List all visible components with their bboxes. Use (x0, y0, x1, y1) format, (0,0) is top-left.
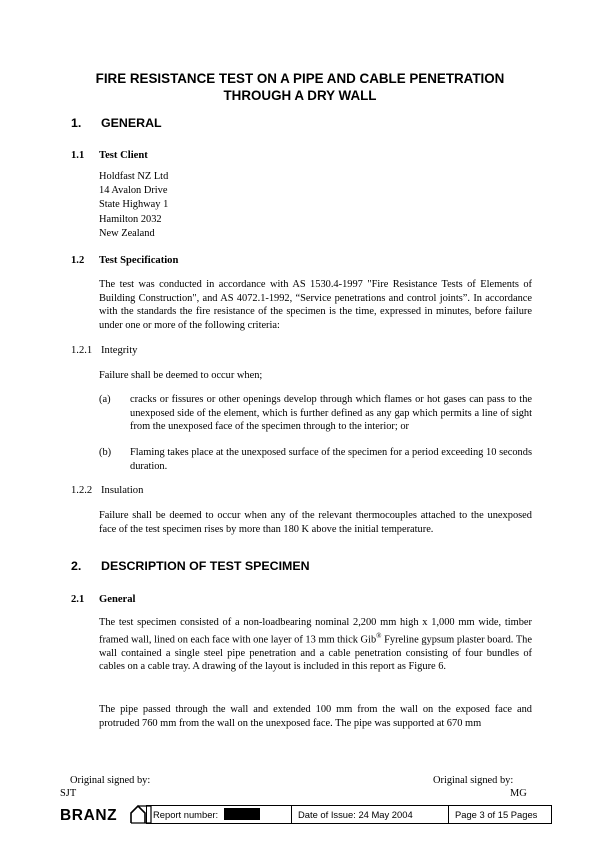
page-footer (60, 804, 552, 826)
subsection-title: Test Client (99, 150, 148, 161)
address-line: New Zealand (99, 227, 155, 239)
date-of-issue-box (291, 805, 449, 824)
test-specification-paragraph: The test was conducted in accordance with AS 1530.4-1997 "Fire Resistance Tests of Elements of Building Construction", and AS 4072.1-1992, “Service penetrations and control joints”. In accordance with the standards the fire resistance of the specimen is the time, expressed in minutes, before failure under one or more of the following criteria: (99, 279, 532, 331)
paragraph-text: Fyreline gypsum plaster board. The wall contained a single steel pipe penetration and a cable penetration consisting of four bundles of cables on a cable tray. A drawing of the layout is included in this report as Figure 6. (99, 634, 532, 673)
subsection-number: 1.2.2 (71, 485, 93, 496)
report-number-label: Report number: (153, 809, 219, 820)
page-number: Page 3 of 15 Pages (455, 809, 538, 820)
document-title (40, 70, 560, 104)
subsection-number: 1.2.1 (71, 345, 93, 356)
criterion-label: (a) (99, 394, 111, 405)
criterion-text: cracks or fissures or other openings develop through which flames or hot gases can pass to the unexposed side of the element, which is further defined as any gap which permits a line of sight from the unexposed face of the specimen through to the interior; or (130, 394, 532, 433)
specimen-description-paragraph (99, 616, 532, 674)
integrity-intro: Failure shall be deemed to occur when; (99, 370, 263, 381)
section-title: GENERAL (101, 116, 162, 130)
insulation-paragraph: Failure shall be deemed to occur when any of the relevant thermocouples attached to the unexposed face of the test specimen rises by more than 180 K above the initial temperature. (99, 510, 532, 535)
address-line: Hamilton 2032 (99, 213, 162, 225)
subsection-title: Integrity (101, 345, 138, 356)
subsection-number: 2.1 (71, 594, 85, 605)
left-signature-label: Original signed by: (70, 775, 151, 786)
page-number-box (448, 805, 552, 824)
right-signature-initials: MG (510, 788, 527, 799)
date-of-issue: Date of Issue: 24 May 2004 (298, 809, 413, 820)
subsection-title: Insulation (101, 485, 144, 496)
redacted-report-number (224, 808, 260, 820)
subsection-number: 1.2 (71, 255, 85, 266)
criterion-item (99, 393, 532, 434)
address-line: 14 Avalon Drive (99, 185, 168, 197)
criterion-item (99, 446, 532, 473)
branz-logo: BRANZ (60, 807, 118, 824)
subsection-title: General (99, 594, 136, 605)
subsection-number: 1.1 (71, 150, 85, 161)
address-line: Holdfast NZ Ltd (99, 171, 169, 182)
left-signature-initials: SJT (60, 788, 77, 799)
criterion-label: (b) (99, 447, 112, 458)
criterion-text: Flaming takes place at the unexposed surface of the specimen for a period exceeding 10 seconds duration. (130, 447, 532, 472)
registered-mark: ® (376, 631, 382, 640)
right-signature-label: Original signed by: (433, 775, 514, 786)
section-number: 1. (71, 116, 82, 130)
address-line: State Highway 1 (99, 199, 169, 211)
paragraph-text: The test specimen consisted of a non-loadbearing nominal 2,200 mm high x 1,000 mm wide, timber framed wall, lined on each face with one layer of 13 mm thick Gib (99, 617, 532, 646)
pipe-description-paragraph: The pipe passed through the wall and extended 100 mm from the wall on the exposed face and protruded 760 mm from the wall on the unexposed face. The pipe was supported at 670 mm (99, 704, 532, 729)
title-line-2: THROUGH A DRY WALL (223, 88, 377, 103)
title-line-1: FIRE RESISTANCE TEST ON A PIPE AND CABLE PENETRATION (95, 71, 505, 86)
subsection-title: Test Specification (99, 255, 179, 266)
report-number-box (146, 805, 292, 824)
client-address (99, 170, 168, 241)
section-title: DESCRIPTION OF TEST SPECIMEN (101, 559, 310, 573)
section-number: 2. (71, 559, 82, 573)
